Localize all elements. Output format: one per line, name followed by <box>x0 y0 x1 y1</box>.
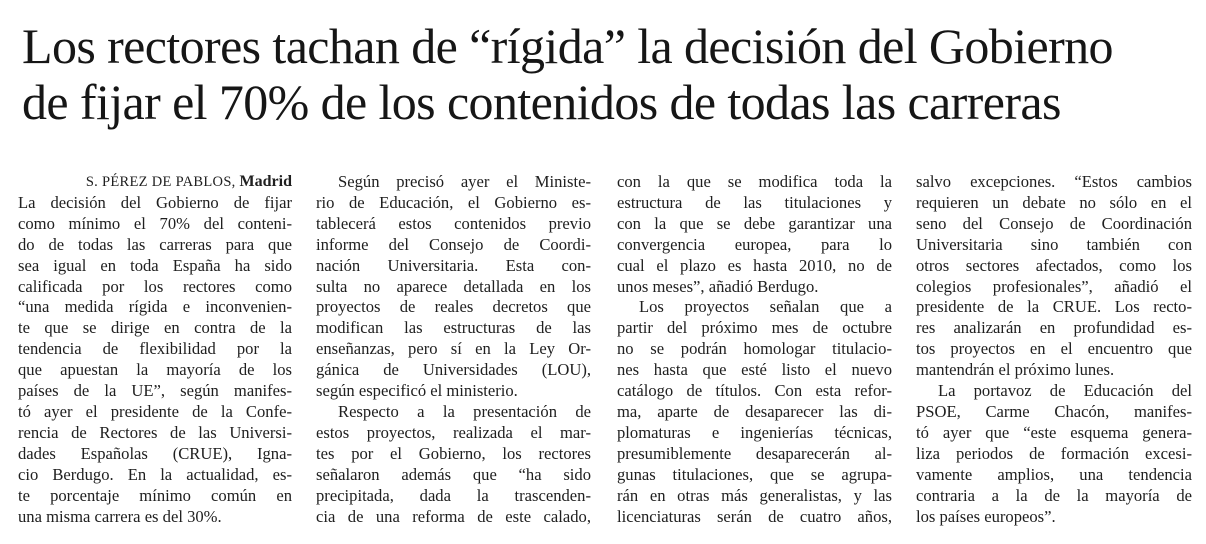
text-line: PSOE, Carme Chacón, manifes- <box>916 401 1192 421</box>
text-line: unos meses”, añadió Berdugo. <box>617 276 819 296</box>
text-line: según especificó el ministerio. <box>316 381 518 401</box>
text-line: Universitaria sino también con <box>916 234 1192 254</box>
text-line: salvo excepciones. “Estos cambios <box>916 172 1192 191</box>
text-line: “una medida rígida e inconvenien- <box>18 297 292 317</box>
text-line: do de todas las carreras para que <box>18 234 292 254</box>
text-line: que apuestan la mayoría de los <box>18 360 292 380</box>
headline-line-2: de fijar el 70% de los contenidos de todas las carreras <box>22 74 1061 130</box>
text-line: tendencia de flexibilidad por la <box>18 339 292 359</box>
text-line: nación Universitaria. Esta con- <box>316 255 591 275</box>
text-line: partir del próximo mes de octubre <box>617 318 892 338</box>
text-line: estos proyectos, realizada el mar- <box>316 422 591 442</box>
paragraph <box>18 193 292 528</box>
text-line: requieren un debate no sólo en el <box>916 192 1192 212</box>
text-line: seno del Consejo de Coordinación <box>916 213 1192 233</box>
text-line: La portavoz de Educación del <box>938 381 1192 401</box>
text-line: señalaron además que “ha sido <box>316 464 591 484</box>
paragraph <box>316 172 591 402</box>
text-line: gánica de Universidades (LOU), <box>316 360 591 380</box>
text-line: proyectos de reales decretos que <box>316 297 591 317</box>
text-line: como mínimo el 70% del conteni- <box>18 213 292 233</box>
text-line: dades Españolas (CRUE), Igna- <box>18 443 292 463</box>
text-line: gunas titulaciones, que se agrupa- <box>617 464 892 484</box>
text-line: nes hasta que esté listo el nuevo <box>617 360 892 380</box>
text-line: contraria a la de la mayoría de <box>916 485 1192 505</box>
text-line: La decisión del Gobierno de fijar <box>18 192 292 212</box>
paragraph <box>916 381 1192 527</box>
text-line: tablecerá estos contenidos previo <box>316 213 591 233</box>
paragraph <box>617 297 892 527</box>
text-line: tó ayer el presidente de la Confe- <box>18 401 292 421</box>
text-line: sulta no aparece detallada en los <box>316 276 591 296</box>
text-line: otros sectores afectados, como los <box>916 255 1192 275</box>
text-line: informe del Consejo de Coordi- <box>316 234 591 254</box>
headline-line-1: Los rectores tachan de “rígida” la decisión del Gobierno <box>22 18 1113 74</box>
text-line: tos proyectos en el encuentro que <box>916 339 1192 359</box>
paragraph <box>316 402 591 527</box>
text-line: Respecto a la presentación de <box>338 401 591 421</box>
byline <box>18 172 292 193</box>
paragraph <box>617 172 892 297</box>
text-line: presidente de la CRUE. Los recto- <box>916 297 1192 317</box>
text-line: calificada por los rectores como <box>18 276 292 296</box>
text-line: tó ayer que “este esquema genera- <box>916 422 1192 442</box>
text-line: te que se dirige en contra de la <box>18 318 292 338</box>
text-line: una misma carrera es del 30%. <box>18 506 222 526</box>
article-column-4 <box>916 172 1192 527</box>
text-line: no se podrán homologar titulacio- <box>617 339 892 359</box>
text-line: rio de Educación, el Gobierno es- <box>316 192 591 212</box>
text-line: Los proyectos señalan que a <box>639 297 892 317</box>
text-line: colegios profesionales”, añadió el <box>916 276 1192 296</box>
text-line: tes por el Gobierno, los rectores <box>316 443 591 463</box>
text-line: cia de una reforma de este calado, <box>316 506 591 526</box>
article-column-2 <box>316 172 591 527</box>
text-line: rencia de Rectores de las Universi- <box>18 422 292 442</box>
text-line: ma, aparte de desaparecer las di- <box>617 401 892 421</box>
text-line: rán en otras más generalistas, y las <box>617 485 892 505</box>
text-line: te porcentaje mínimo común en <box>18 485 292 505</box>
text-line: liza periodos de formación excesi- <box>916 443 1192 463</box>
text-line: países de la UE”, según manifes- <box>18 381 292 401</box>
text-line: res analizarán en profundidad es- <box>916 318 1192 338</box>
text-line: plomaturas e ingenierías técnicas, <box>617 422 892 442</box>
text-line: catálogo de títulos. Con esta refor- <box>617 381 892 401</box>
paragraph <box>916 172 1192 381</box>
text-line: con la que se debe garantizar una <box>617 213 892 233</box>
text-line: sea igual en toda España ha sido <box>18 255 292 275</box>
byline-author: S. PÉREZ DE PABLOS, <box>85 174 236 190</box>
headline <box>22 18 1202 130</box>
text-line: modifican las estructuras de las <box>316 318 591 338</box>
text-line: licenciaturas serán de cuatro años, <box>617 506 892 526</box>
text-line: enseñanzas, pero sí en la Ley Or- <box>316 339 591 359</box>
text-line: presumiblemente desaparecerán al- <box>617 443 892 463</box>
text-line: los países europeos”. <box>916 506 1056 526</box>
text-line: convergencia europea, para lo <box>617 234 892 254</box>
text-line: vamente amplios, una tendencia <box>916 464 1192 484</box>
text-line: precipitada, dada la trascenden- <box>316 485 591 505</box>
text-line: con la que se modifica toda la <box>617 172 892 191</box>
text-line: estructura de las titulaciones y <box>617 192 892 212</box>
text-line: cual el plazo es hasta 2010, no de <box>617 255 892 275</box>
text-line: Según precisó ayer el Ministe- <box>338 172 591 191</box>
byline-city: Madrid <box>239 173 292 190</box>
text-line: cio Berdugo. En la actualidad, es- <box>18 464 292 484</box>
article-column-1 <box>18 172 292 527</box>
text-line: mantendrán el próximo lunes. <box>916 360 1115 380</box>
article-column-3 <box>617 172 892 527</box>
